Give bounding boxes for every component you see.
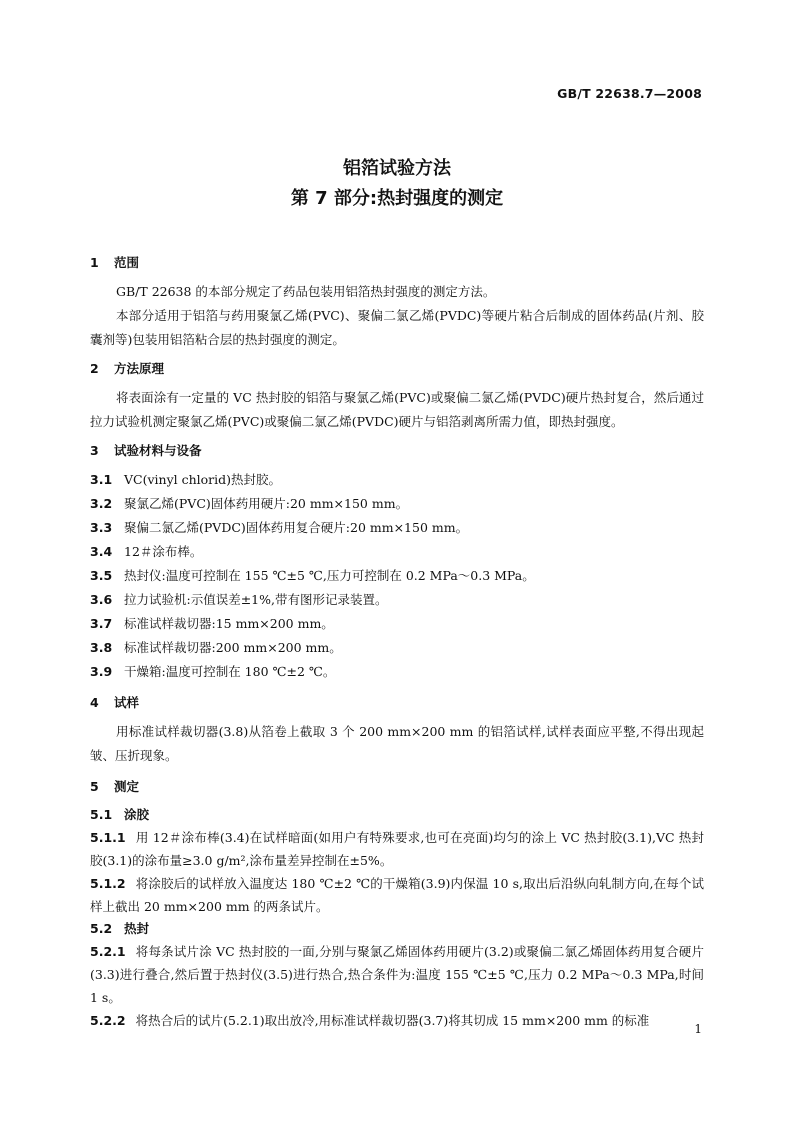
item-text: 热封仪:温度可控制在 155 ℃±5 ℃,压力可控制在 0.2 MPa～0.3 MPa。 [124,568,535,583]
section-title: 范围 [114,255,140,270]
item-number: 3.1 [90,472,113,487]
item-text: 标准试样裁切器:200 mm×200 mm。 [124,640,342,655]
section-1-paragraph-1: GB/T 22638 的本部分规定了药品包装用铝箔热封强度的测定方法。 [116,284,496,299]
page-number: 1 [694,1022,702,1036]
section-1-paragraph-2: 本部分适用于铝箔与药用聚氯乙烯(PVC)、聚偏二氯乙烯(PVDC)等硬片粘合后制成的固体药品(片剂、胶囊剂等)包装用铝箔粘合层的热封强度的测定。 [90,308,704,347]
item-text: 12＃涂布棒。 [124,544,203,559]
list-item [90,492,704,516]
item-text: 干燥箱:温度可控制在 180 ℃±2 ℃。 [124,664,336,679]
list-item [90,564,704,588]
list-item [90,540,704,564]
clause-5-2-1 [90,940,704,1009]
section-title: 试样 [114,695,140,710]
item-text: VC(vinyl chlorid)热封胶。 [124,472,282,487]
clause-number: 5.1.2 [90,876,126,891]
section-title: 测定 [114,779,140,794]
section-number: 2 [90,361,99,376]
clause-text: 将热合后的试片(5.2.1)取出放冷,用标准试样裁切器(3.7)将其切成 15 mm×200 mm 的标准 [135,1013,650,1028]
section-number: 3 [90,443,99,458]
section-2-heading [90,360,704,378]
item-text: 标准试样裁切器:15 mm×200 mm。 [124,616,334,631]
standard-code: GB/T 22638.7—2008 [557,86,702,101]
section-number: 4 [90,695,99,710]
section-4-paragraph-1: 用标准试样裁切器(3.8)从箔卷上截取 3 个 200 mm×200 mm 的铝箔试样,试样表面应平整,不得出现起皱、压折现象。 [90,724,704,763]
subsection-number: 5.2 [90,921,113,936]
clause-number: 5.2.1 [90,944,126,959]
list-item [90,660,704,684]
item-number: 3.4 [90,544,113,559]
section-5-heading [90,778,704,796]
subsection-5-2-heading [90,918,704,940]
item-text: 聚氯乙烯(PVC)固体药用硬片:20 mm×150 mm。 [124,496,409,511]
subsection-number: 5.1 [90,807,113,822]
item-number: 3.9 [90,664,113,679]
subsection-title: 热封 [124,921,150,936]
document-body [90,248,704,1032]
section-number: 1 [90,255,99,270]
list-item [90,588,704,612]
item-number: 3.8 [90,640,113,655]
section-2-paragraph-1: 将表面涂有一定量的 VC 热封胶的铝箔与聚氯乙烯(PVC)或聚偏二氯乙烯(PVDC)硬片热封复合，然后通过拉力试验机测定聚氯乙烯(PVC)或聚偏二氯乙烯(PVDC)硬片与铝箔剥离所需力值，即热封强度。 [90,390,704,429]
item-number: 3.7 [90,616,113,631]
item-number: 3.3 [90,520,113,535]
clause-5-1-1 [90,826,704,872]
document-title-line1: 铝箔试验方法 [343,158,451,179]
item-number: 3.5 [90,568,113,583]
list-item [90,612,704,636]
clause-number: 5.2.2 [90,1013,126,1028]
clause-5-1-2 [90,872,704,918]
item-text: 拉力试验机:示值误差±1%,带有图形记录装置。 [124,592,388,607]
list-item [90,516,704,540]
list-item [90,636,704,660]
subsection-5-1-heading [90,804,704,826]
section-title: 方法原理 [114,361,165,376]
subsection-title: 涂胶 [124,807,150,822]
clause-number: 5.1.1 [90,830,126,845]
section-3-heading [90,442,704,460]
item-text: 聚偏二氯乙烯(PVDC)固体药用复合硬片:20 mm×150 mm。 [124,520,469,535]
list-item [90,468,704,492]
document-title-line2: 第 7 部分:热封强度的测定 [290,188,504,209]
item-number: 3.2 [90,496,113,511]
section-4-heading [90,694,704,712]
clause-text: 将每条试片涂 VC 热封胶的一面,分别与聚氯乙烯固体药用硬片(3.2)或聚偏二氯乙烯固体药用复合硬片(3.3)进行叠合,然后置于热封仪(3.5)进行热合,热合条件为:温度 155 ℃±5 ℃,压力 0.2 MPa～0.3 MPa,时间 1 s。 [90,944,704,1005]
clause-5-2-2 [90,1009,704,1032]
clause-text: 用 12＃涂布棒(3.4)在试样暗面(如用户有特殊要求,也可在亮面)均匀的涂上 VC 热封胶(3.1),VC 热封胶(3.1)的涂布量≥3.0 g/m²,涂布量差异控制在±5%。 [90,830,704,868]
section-number: 5 [90,779,99,794]
section-1-heading [90,254,704,272]
section-title: 试验材料与设备 [114,443,202,458]
item-number: 3.6 [90,592,113,607]
clause-text: 将涂胶后的试样放入温度达 180 ℃±2 ℃的干燥箱(3.9)内保温 10 s,取出后沿纵向轧制方向,在每个试样上截出 20 mm×200 mm 的两条试片。 [90,876,704,914]
